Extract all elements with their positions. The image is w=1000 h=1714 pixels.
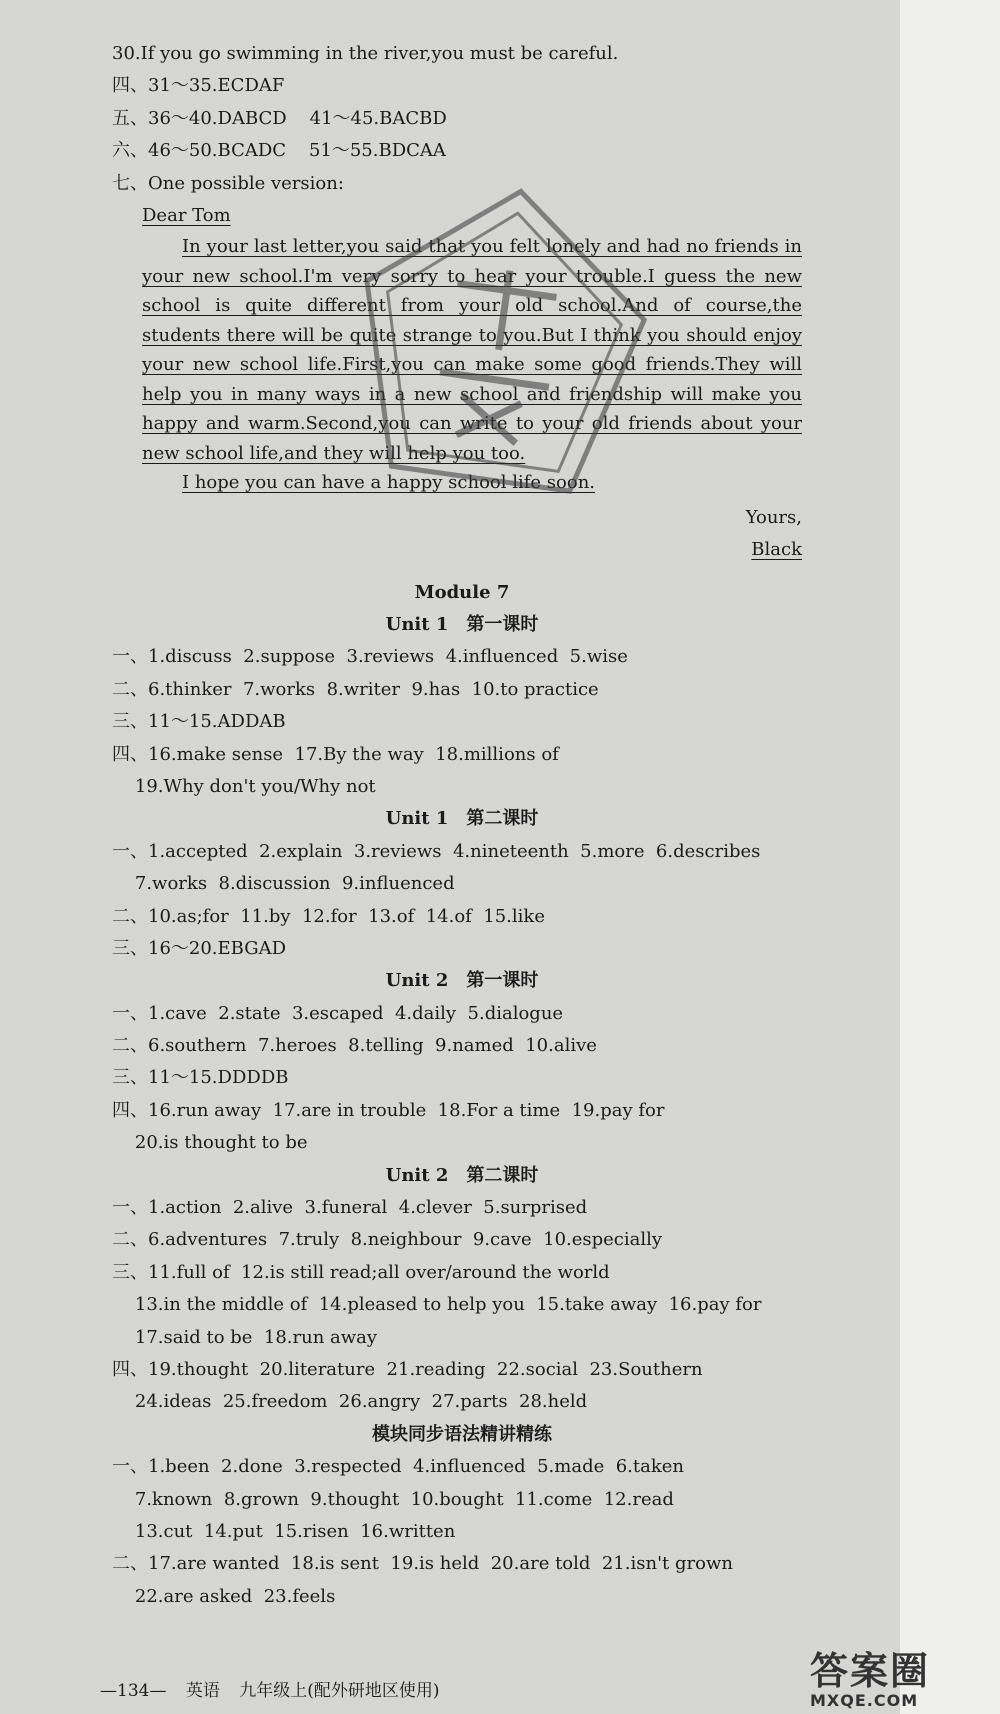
answer-line: 一、1.discuss 2.suppose 3.reviews 4.influenced 5.wise: [112, 646, 628, 668]
answer-line: 7.known 8.grown 9.thought 10.bought 11.come 12.read: [112, 1488, 674, 1510]
letter-paragraph-1: In your last letter,you said that you felt lonely and had no friends in your new school.I'm very sorry to hear your trouble.I guess the new school is quite different from your old school.And of course,the students there will be quite strange to you.But I think you should enjoy your new school life.First,you can make some good friends.They will help you in many ways in a new school and friendship will make you happy and warm.Second,you can write to your old friends about your new school life,and they will help you too.: [142, 236, 802, 464]
section-heading: Unit 1 第一课时: [385, 614, 539, 636]
answer-line: 20.is thought to be: [112, 1132, 308, 1154]
answer-line: 二、6.adventures 7.truly 8.neighbour 9.cave 10.especially: [112, 1229, 663, 1251]
answer-line: 7.works 8.discussion 9.influenced: [112, 873, 455, 895]
watermark-logo-text: 答案圈: [810, 1649, 931, 1693]
answer-line: 二、17.are wanted 18.is sent 19.is held 20.are told 21.isn't grown: [112, 1553, 733, 1575]
answer-line-section-7: 七、One possible version:: [112, 172, 344, 194]
module-sections: [112, 609, 812, 1613]
watermark-url: MXQE.COM: [810, 1691, 919, 1710]
answer-line-section-4: 四、31～35.ECDAF: [112, 75, 285, 97]
answer-line-section-6: 六、46～50.BCADC 51～55.BDCAA: [112, 140, 446, 162]
answer-line: 13.cut 14.put 15.risen 16.written: [112, 1520, 456, 1542]
letter-closing: Yours,: [745, 506, 802, 528]
letter-salutation: Dear Tom: [142, 204, 231, 226]
answer-line: 二、10.as;for 11.by 12.for 13.of 14.of 15.like: [112, 905, 545, 927]
module-title: Module 7: [414, 581, 510, 603]
watermark-logo-icon: [810, 1640, 990, 1710]
answer-line: 三、11.full of 12.is still read;all over/around the world: [112, 1261, 610, 1283]
footer-subject: 英语: [185, 1681, 220, 1701]
page-footer: [100, 1676, 454, 1701]
seal-stamp-icon: [319, 159, 680, 520]
answer-line: 一、1.accepted 2.explain 3.reviews 4.nineteenth 5.more 6.describes: [112, 840, 761, 862]
section-heading: 模块同步语法精讲精练: [372, 1423, 552, 1445]
answer-line: 17.said to be 18.run away: [112, 1326, 378, 1348]
answer-line: 19.Why don't you/Why not: [112, 775, 376, 797]
footer-grade: 九年级上(配外研地区使用): [239, 1681, 440, 1701]
answer-line: 四、19.thought 20.literature 21.reading 22.social 23.Southern: [112, 1359, 703, 1380]
answer-line: 13.in the middle of 14.pleased to help you 15.take away 16.pay for: [112, 1294, 762, 1316]
section-heading: Unit 2 第一课时: [385, 970, 539, 992]
answer-line-30: 30.If you go swimming in the river,you must be careful.: [112, 43, 619, 64]
letter-paragraph-2: I hope you can have a happy school life soon.: [182, 472, 596, 494]
answer-line: 一、1.cave 2.state 3.escaped 4.daily 5.dialogue: [112, 1002, 564, 1024]
answer-line: 四、16.make sense 17.By the way 18.millions of: [112, 743, 559, 765]
answer-line: 二、6.southern 7.heroes 8.telling 9.named 10.alive: [112, 1035, 597, 1057]
section-heading: Unit 2 第二课时: [385, 1164, 539, 1186]
answer-line: 三、11～15.DDDDB: [112, 1067, 289, 1089]
answer-line: 三、11～15.ADDAB: [112, 711, 286, 733]
answer-line: 三、16～20.EBGAD: [112, 937, 287, 959]
answer-line: 22.are asked 23.feels: [112, 1585, 336, 1607]
answer-line: 四、16.run away 17.are in trouble 18.For a time 19.pay for: [112, 1099, 665, 1121]
answer-line: 24.ideas 25.freedom 26.angry 27.parts 28.held: [112, 1391, 588, 1413]
page-margin: [900, 0, 1000, 1714]
letter-signature: Black: [751, 539, 802, 561]
section-heading: Unit 1 第二课时: [385, 808, 539, 830]
answer-line: 一、1.action 2.alive 3.funeral 4.clever 5.surprised: [112, 1197, 588, 1219]
answer-line-section-5: 五、36～40.DABCD 41～45.BACBD: [112, 107, 447, 129]
page-number: —134—: [100, 1681, 167, 1701]
answer-line: 一、1.been 2.done 3.respected 4.influenced 5.made 6.taken: [112, 1456, 684, 1478]
answer-line: 二、6.thinker 7.works 8.writer 9.has 10.to practice: [112, 678, 599, 700]
